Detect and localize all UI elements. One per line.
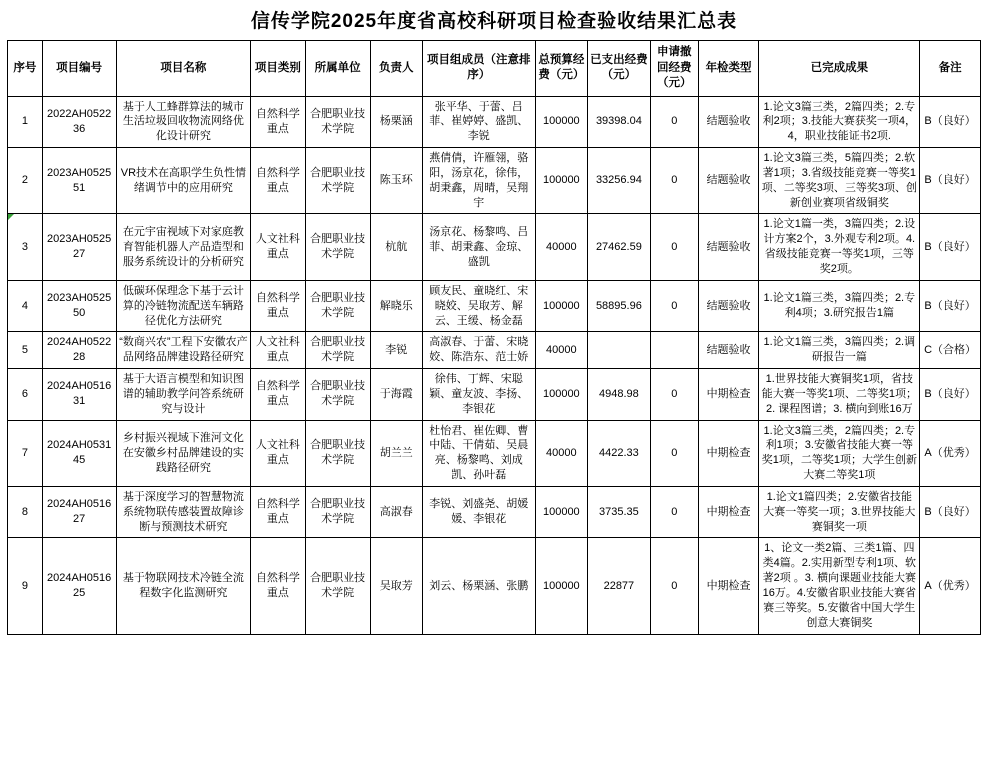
cell-budget: 100000	[535, 369, 587, 421]
cell-leader: 高淑春	[370, 486, 422, 538]
cell-results: 1、论文一类2篇、三类1篇、四类4篇。2.实用新型专利1项、软著2项 。3. 横向课题业技能大赛16万。4.安徽省职业技能大赛省赛三等奖。5.安徽省中国大学生创意大赛铜奖	[759, 538, 920, 634]
cell-project-type: 自然科学重点	[251, 96, 305, 148]
cell-members: 李锐、刘盛尧、胡媛媛、李银花	[422, 486, 535, 538]
cell-index: 1	[8, 96, 43, 148]
cell-spent: 3735.35	[587, 486, 650, 538]
cell-leader: 陈玉环	[370, 148, 422, 214]
cell-project-type: 自然科学重点	[251, 280, 305, 332]
cell-project-name: 基于大语言模型和知识图谱的辅助教学问答系统研究与设计	[116, 369, 251, 421]
table-body	[8, 96, 981, 634]
cell-note: B（良好）	[920, 369, 981, 421]
cell-check-type: 结题验收	[698, 148, 759, 214]
cell-check-type: 中期检查	[698, 538, 759, 634]
page-title: 信传学院2025年度省高校科研项目检查验收结果汇总表	[250, 11, 738, 32]
cell-spent	[587, 332, 650, 369]
cell-returned	[650, 332, 698, 369]
cell-budget: 40000	[535, 332, 587, 369]
cell-note: B（良好）	[920, 96, 981, 148]
column-header-check-type: 年检类型	[698, 41, 759, 97]
cell-members: 张平华、于蕾、吕菲、崔婷婷、盛凯、李锐	[422, 96, 535, 148]
cell-members: 刘云、杨栗涵、张鹏	[422, 538, 535, 634]
cell-spent: 58895.96	[587, 280, 650, 332]
cell-spent: 4948.98	[587, 369, 650, 421]
cell-leader: 李锐	[370, 332, 422, 369]
cell-project-code: 2024AH053145	[42, 420, 116, 486]
cell-spent: 4422.33	[587, 420, 650, 486]
cell-project-type: 人文社科重点	[251, 420, 305, 486]
cell-project-code: 2024AH051631	[42, 369, 116, 421]
results-table	[7, 40, 981, 635]
cell-project-name: 基于深度学习的智慧物流系统物联传感装置故障诊断与预测技术研究	[116, 486, 251, 538]
cell-results: 1.论文1篇三类，3篇四类；2.专利4项；3.研究报告1篇	[759, 280, 920, 332]
cell-leader: 于海霞	[370, 369, 422, 421]
cell-members: 高淑春、于蕾、宋晓姣、陈浩东、范士娇	[422, 332, 535, 369]
cell-index: 9	[8, 538, 43, 634]
table-row	[8, 538, 981, 634]
cell-index: 3	[8, 214, 43, 280]
cell-unit: 合肥职业技术学院	[305, 420, 370, 486]
cell-returned: 0	[650, 96, 698, 148]
table-row	[8, 369, 981, 421]
cell-index: 6	[8, 369, 43, 421]
cell-results: 1.论文3篇三类，2篇四类；2.专利1项；3.安徽省技能大赛一等奖1项，二等奖1项；大学生创新大赛二等奖1项	[759, 420, 920, 486]
cell-project-code: 2024AH051625	[42, 538, 116, 634]
cell-returned: 0	[650, 148, 698, 214]
cell-note: B（良好）	[920, 280, 981, 332]
cell-project-code: 2022AH052236	[42, 96, 116, 148]
cell-project-type: 自然科学重点	[251, 148, 305, 214]
cell-project-name: 基于人工蜂群算法的城市生活垃圾回收物流网络优化设计研究	[116, 96, 251, 148]
cell-project-name: 低碳环保理念下基于云计算的冷链物流配送车辆路径优化方法研究	[116, 280, 251, 332]
cell-spent: 27462.59	[587, 214, 650, 280]
cell-check-type: 结题验收	[698, 332, 759, 369]
cell-project-code: 2023AH052527	[42, 214, 116, 280]
cell-members: 杜怡君、崔佐卿、曹中陆、干倩茹、吴晨亮、杨黎鸣、刘成凯、孙叶磊	[422, 420, 535, 486]
cell-project-type: 人文社科重点	[251, 214, 305, 280]
column-header-returned: 申请撤回经费（元）	[650, 41, 698, 97]
cell-budget: 100000	[535, 280, 587, 332]
cell-project-name: “数商兴农”工程下安徽农产品网络品牌建设路径研究	[116, 332, 251, 369]
cell-note: A（优秀）	[920, 538, 981, 634]
cell-check-type: 中期检查	[698, 369, 759, 421]
cell-leader: 吴取芳	[370, 538, 422, 634]
column-header-budget: 总预算经费（元）	[535, 41, 587, 97]
cell-leader: 杨栗涵	[370, 96, 422, 148]
cell-unit: 合肥职业技术学院	[305, 332, 370, 369]
cell-project-type: 自然科学重点	[251, 369, 305, 421]
cell-note: B（良好）	[920, 214, 981, 280]
cell-check-type: 中期检查	[698, 486, 759, 538]
cell-unit: 合肥职业技术学院	[305, 486, 370, 538]
cell-leader: 胡兰兰	[370, 420, 422, 486]
cell-members: 汤京花、杨黎鸣、吕菲、胡秉鑫、金琼、盛凯	[422, 214, 535, 280]
table-row	[8, 148, 981, 214]
cell-returned: 0	[650, 214, 698, 280]
table-row	[8, 214, 981, 280]
cell-returned: 0	[650, 280, 698, 332]
column-header-note: 备注	[920, 41, 981, 97]
cell-budget: 100000	[535, 538, 587, 634]
cell-index: 7	[8, 420, 43, 486]
cell-returned: 0	[650, 486, 698, 538]
cell-budget: 100000	[535, 148, 587, 214]
cell-project-type: 自然科学重点	[251, 486, 305, 538]
cell-unit: 合肥职业技术学院	[305, 96, 370, 148]
cell-note: C（合格）	[920, 332, 981, 369]
cell-spent: 22877	[587, 538, 650, 634]
cell-index: 2	[8, 148, 43, 214]
table-row	[8, 486, 981, 538]
cell-unit: 合肥职业技术学院	[305, 148, 370, 214]
cell-check-type: 中期检查	[698, 420, 759, 486]
cell-project-type: 自然科学重点	[251, 538, 305, 634]
cell-leader: 解晓乐	[370, 280, 422, 332]
table-row	[8, 332, 981, 369]
cell-members: 顾友民、童晓红、宋晓姣、吴取芳、解云、王缓、杨金磊	[422, 280, 535, 332]
cell-budget: 40000	[535, 214, 587, 280]
cell-results: 1.论文1篇一类，3篇四类；2.设计方案2个，3.外观专利2项。4.省级技能竞赛一等奖1项，三等奖2项。	[759, 214, 920, 280]
column-header-unit: 所属单位	[305, 41, 370, 97]
table-row	[8, 280, 981, 332]
column-header-project-code: 项目编号	[42, 41, 116, 97]
cell-returned: 0	[650, 538, 698, 634]
cell-index: 5	[8, 332, 43, 369]
column-header-project-type: 项目类别	[251, 41, 305, 97]
cell-budget: 100000	[535, 486, 587, 538]
cell-results: 1.论文1篇四类；2.安徽省技能大赛一等奖一项；3.世界技能大赛铜奖一项	[759, 486, 920, 538]
cell-results: 1.论文3篇三类，2篇四类；2.专利2项；3.技能大赛获奖一项4，4，职业技能证书2项.	[759, 96, 920, 148]
cell-note: B（良好）	[920, 486, 981, 538]
cell-returned: 0	[650, 420, 698, 486]
cell-members: 燕倩倩，许雁翎，骆阳，汤京花，徐伟，胡秉鑫，周晴，吴翔宇	[422, 148, 535, 214]
column-header-index: 序号	[8, 41, 43, 97]
cell-project-code: 2024AH051627	[42, 486, 116, 538]
cell-note: A（优秀）	[920, 420, 981, 486]
cell-index: 8	[8, 486, 43, 538]
cell-spent: 33256.94	[587, 148, 650, 214]
cell-project-name: 基于物联网技术冷链全流程数字化监测研究	[116, 538, 251, 634]
column-header-spent: 已支出经费（元）	[587, 41, 650, 97]
table-row	[8, 420, 981, 486]
cell-unit: 合肥职业技术学院	[305, 280, 370, 332]
cell-check-type: 结题验收	[698, 214, 759, 280]
cell-returned: 0	[650, 369, 698, 421]
cell-project-code: 2023AH052551	[42, 148, 116, 214]
column-header-leader: 负责人	[370, 41, 422, 97]
cell-results: 1.论文3篇三类，5篇四类；2.软著1项；3.省级技能竞赛一等奖1项、二等奖3项、三等奖3项、创新创业赛项省级铜奖	[759, 148, 920, 214]
cell-project-code: 2023AH052550	[42, 280, 116, 332]
cell-project-name: 在元宇宙视域下对家庭教育智能机器人产品造型和服务系统设计的分析研究	[116, 214, 251, 280]
cell-note: B（良好）	[920, 148, 981, 214]
column-header-project-name: 项目名称	[116, 41, 251, 97]
cell-index: 4	[8, 280, 43, 332]
table-row	[8, 96, 981, 148]
cell-project-name: VR技术在高职学生负性情绪调节中的应用研究	[116, 148, 251, 214]
cell-unit: 合肥职业技术学院	[305, 538, 370, 634]
cell-project-name: 乡村振兴视域下淮河文化在安徽乡村品牌建设的实践路径研究	[116, 420, 251, 486]
cell-results: 1.世界技能大赛铜奖1项，省技能大赛一等奖1项、二等奖1项；2. 课程图谱；3. 横向到账16万	[759, 369, 920, 421]
cell-members: 徐伟、丁辉、宋聪颖、童友波、李扬、李银花	[422, 369, 535, 421]
cell-leader: 杭航	[370, 214, 422, 280]
cell-check-type: 结题验收	[698, 280, 759, 332]
cell-project-code: 2024AH052228	[42, 332, 116, 369]
cell-results: 1.论文1篇三类，3篇四类；2.调研报告一篇	[759, 332, 920, 369]
cell-unit: 合肥职业技术学院	[305, 214, 370, 280]
cell-check-type: 结题验收	[698, 96, 759, 148]
column-header-results: 已完成成果	[759, 41, 920, 97]
cell-spent: 39398.04	[587, 96, 650, 148]
cell-budget: 100000	[535, 96, 587, 148]
column-header-members: 项目组成员（注意排序）	[422, 41, 535, 97]
cell-project-type: 人文社科重点	[251, 332, 305, 369]
table-header-row	[8, 41, 981, 97]
cell-budget: 40000	[535, 420, 587, 486]
cell-unit: 合肥职业技术学院	[305, 369, 370, 421]
